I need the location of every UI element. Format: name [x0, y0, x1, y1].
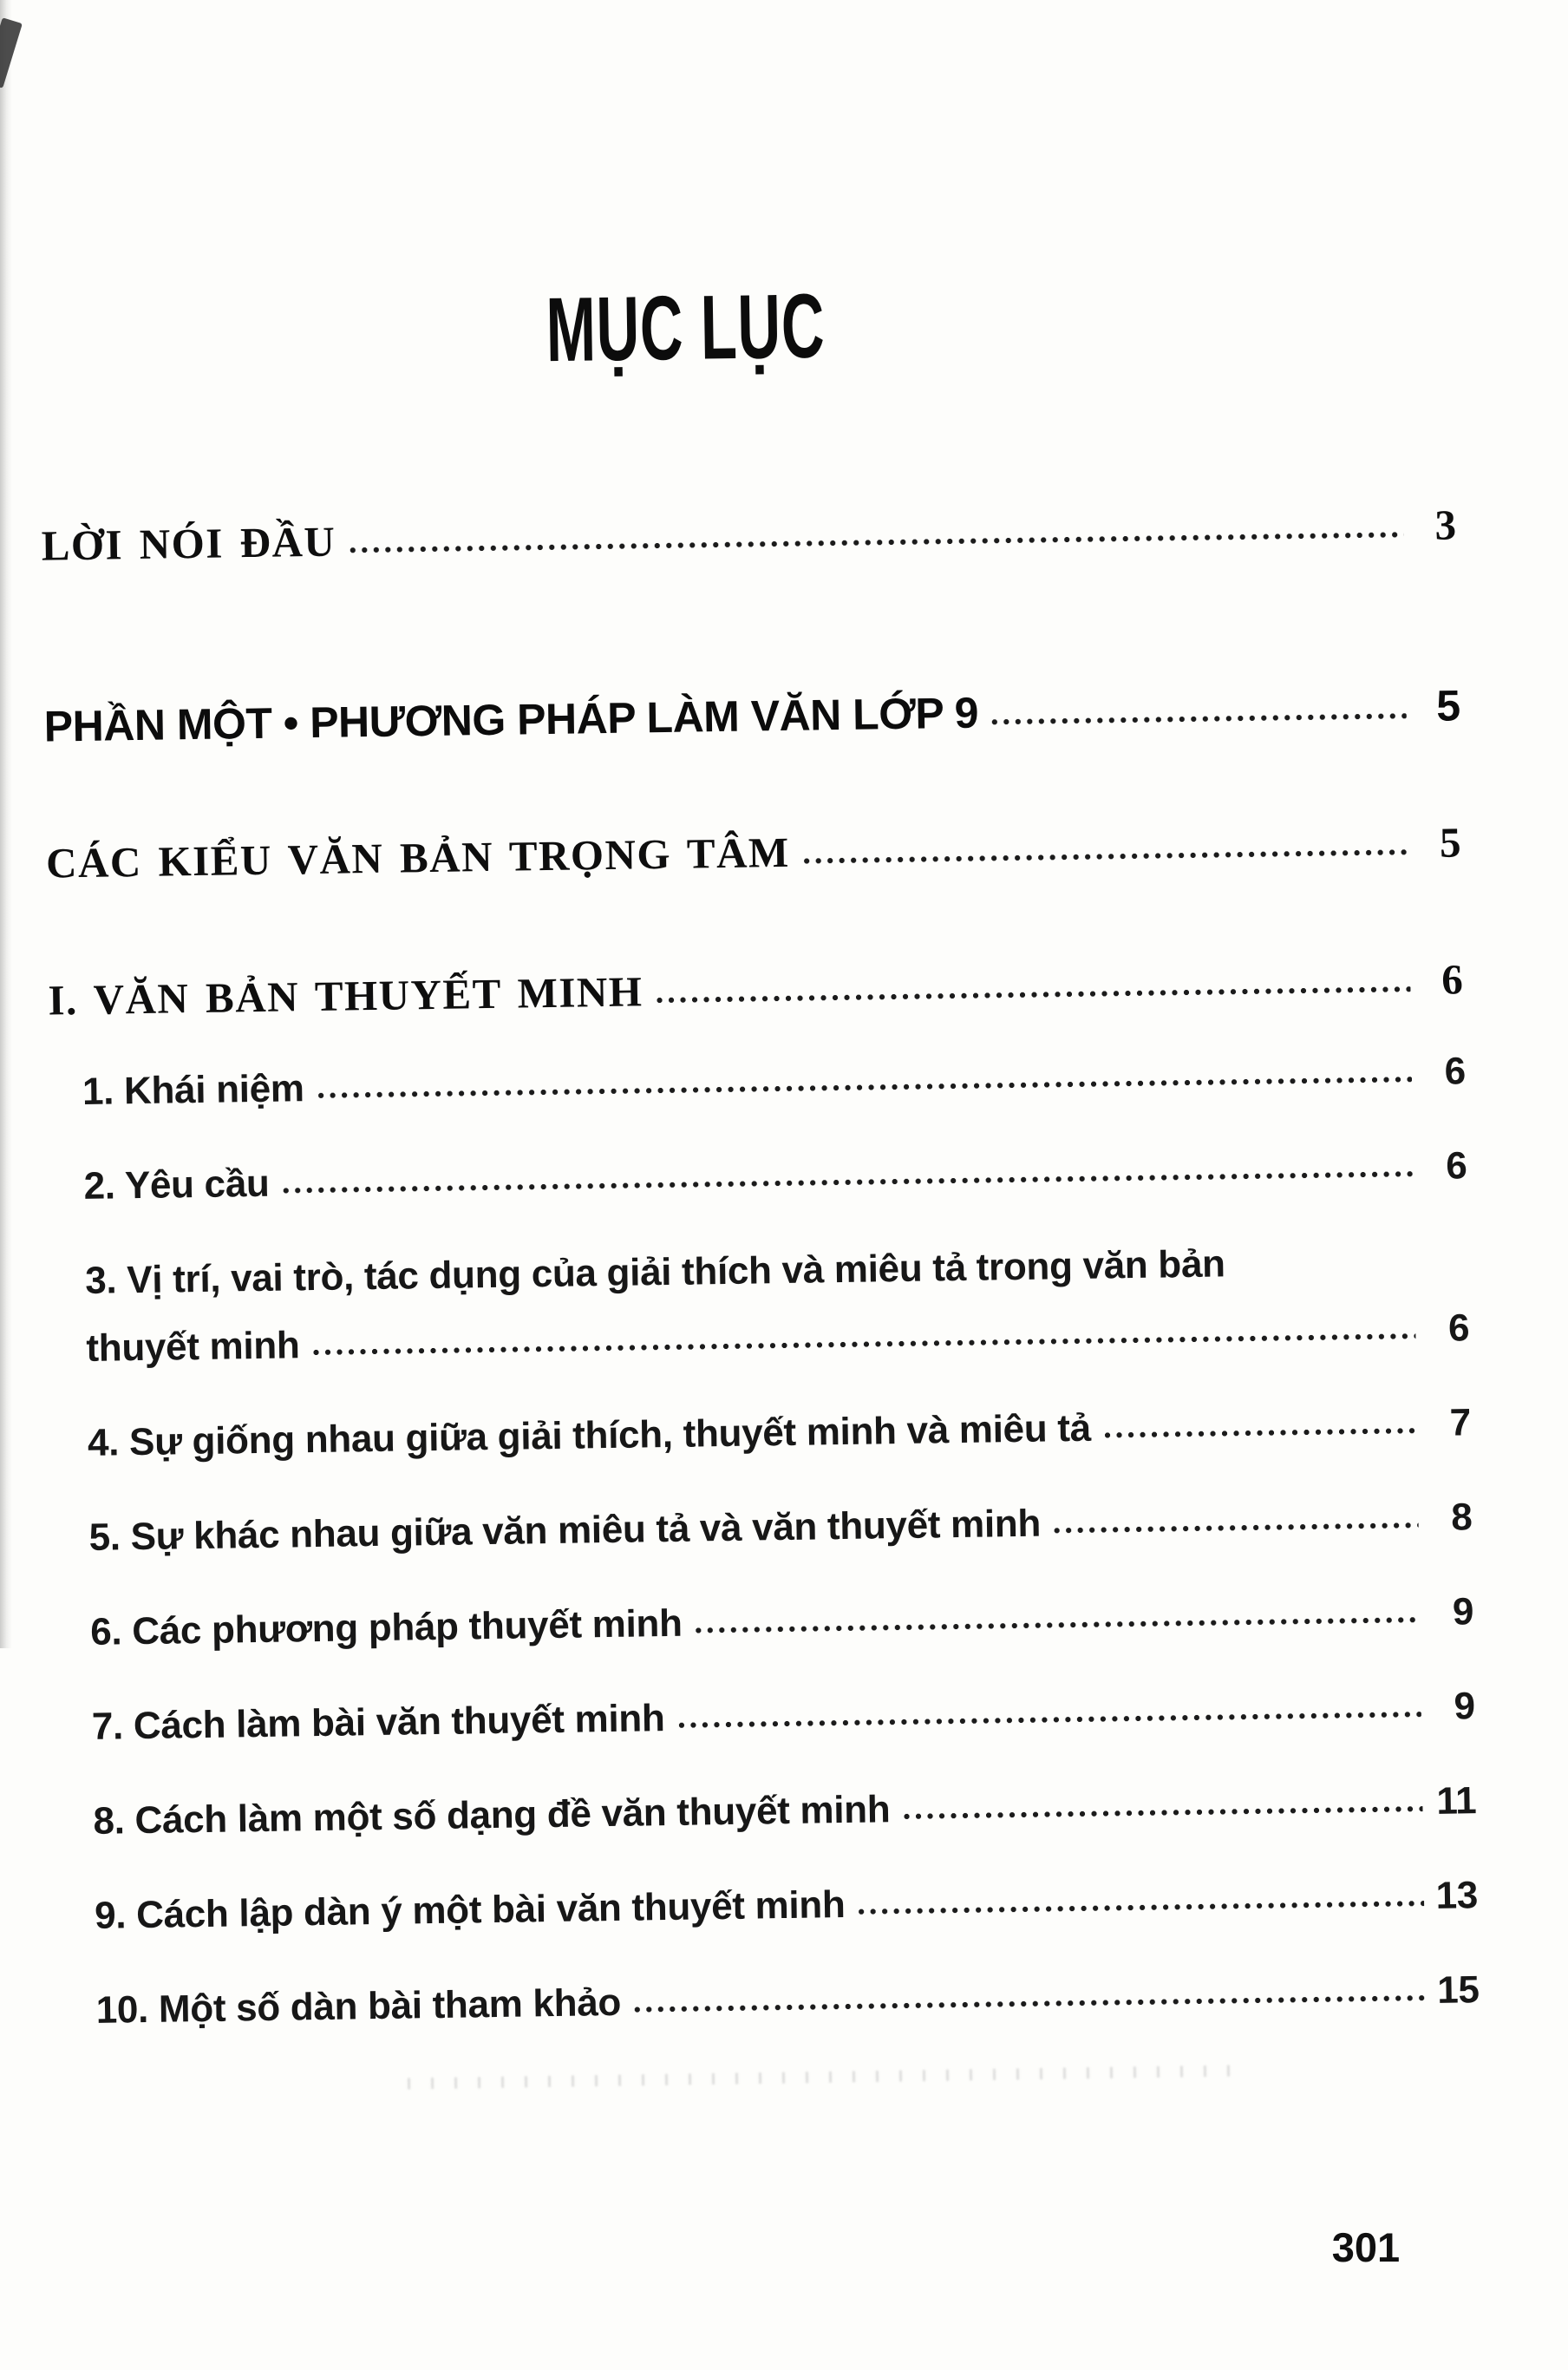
dot-leader	[1103, 1425, 1417, 1440]
toc-entry-label: PHẦN MỘT • PHƯƠNG PHÁP LÀM VĂN LỚP 9	[43, 688, 979, 751]
toc-row-van-ban-thuyet-minh	[48, 954, 1465, 1025]
dot-leader	[677, 1709, 1421, 1731]
page-number: 301	[1331, 2224, 1401, 2270]
toc-row-item-1	[49, 1048, 1467, 1116]
toc-entry-page: 15	[1436, 1968, 1480, 2012]
toc-entry-label: 4. Sự giống nhau giữa giải thích, thuyết minh và miêu tả	[87, 1406, 1092, 1464]
toc-entry-page: 9	[1454, 1685, 1476, 1728]
toc-entry-page: 7	[1449, 1401, 1472, 1444]
toc-entry-page: 5	[1439, 818, 1463, 867]
toc-row-item-9	[62, 1872, 1479, 1940]
toc-entry-label: 7. Cách làm bài văn thuyết minh	[91, 1696, 665, 1748]
toc-row-item-3	[52, 1237, 1469, 1305]
dot-leader	[695, 1614, 1421, 1635]
toc-row-item-3-cont	[53, 1305, 1470, 1372]
toc-entry-page: 6	[1447, 1306, 1470, 1350]
toc-entry-page: 6	[1441, 955, 1465, 1004]
toc-entry-label: I. VĂN BẢN THUYẾT MINH	[48, 967, 644, 1025]
toc-entry-page: 6	[1444, 1050, 1467, 1093]
toc-entry-label: 6. Các phương pháp thuyết minh	[89, 1601, 683, 1653]
toc-entry-label: 1. Khái niệm	[82, 1067, 304, 1113]
toc-entry-label: 10. Một số dàn bài tham khảo	[95, 1980, 622, 2032]
page-title	[0, 275, 1395, 382]
toc-entry-page: 6	[1445, 1144, 1467, 1188]
toc-row-item-6	[57, 1588, 1474, 1656]
dot-leader	[990, 710, 1407, 727]
toc-row-loi-noi-dau	[41, 500, 1458, 571]
table-of-contents	[0, 277, 1568, 2035]
dot-leader	[633, 1993, 1425, 2015]
dot-leader	[282, 1169, 1414, 1195]
dot-leader	[1053, 1520, 1419, 1535]
dot-leader	[317, 1074, 1412, 1101]
toc-entry-label: thuyết minh	[86, 1324, 300, 1370]
toc-entry-page: 9	[1452, 1590, 1474, 1633]
toc-entry-label: 8. Cách làm một số dạng đề văn thuyết minh	[93, 1788, 891, 1843]
toc-row-item-8	[60, 1778, 1477, 1845]
dot-leader	[858, 1898, 1424, 1917]
toc-entry-page: 3	[1434, 501, 1458, 549]
toc-entry-page: 5	[1435, 681, 1461, 730]
dot-leader	[902, 1804, 1422, 1822]
toc-row-item-10	[62, 1967, 1480, 2034]
toc-entry-page: 13	[1435, 1874, 1479, 1917]
dot-leader	[311, 1331, 1415, 1358]
toc-row-item-7	[59, 1683, 1476, 1751]
dot-leader	[348, 529, 1403, 555]
toc-entry-label: 9. Cách lập dàn ý một bài văn thuyết minh	[94, 1882, 846, 1937]
toc-row-item-2	[50, 1142, 1467, 1210]
dot-leader	[655, 984, 1410, 1005]
dot-leader	[802, 847, 1408, 866]
toc-entry-label: LỜI NÓI ĐẦU	[41, 517, 336, 570]
toc-entry-label: CÁC KIỂU VĂN BẢN TRỌNG TÂM	[45, 828, 791, 887]
toc-row-cac-kieu-van-ban	[46, 817, 1463, 888]
toc-entry-page: 8	[1450, 1496, 1473, 1539]
page-title-text: MỤC LỤC	[546, 275, 826, 382]
toc-row-item-4	[55, 1399, 1472, 1467]
toc-row-phan-mot	[43, 680, 1460, 751]
toc-row-item-5	[56, 1494, 1473, 1561]
toc-entry-page: 11	[1436, 1779, 1477, 1823]
toc-entry-label: 2. Yêu cầu	[83, 1162, 270, 1208]
toc-entry-label: 3. Vị trí, vai trò, tác dụng của giải thích và miêu tả trong văn bản	[84, 1242, 1226, 1302]
toc-entry-label: 5. Sự khác nhau giữa văn miêu tả và văn thuyết minh	[88, 1502, 1042, 1559]
